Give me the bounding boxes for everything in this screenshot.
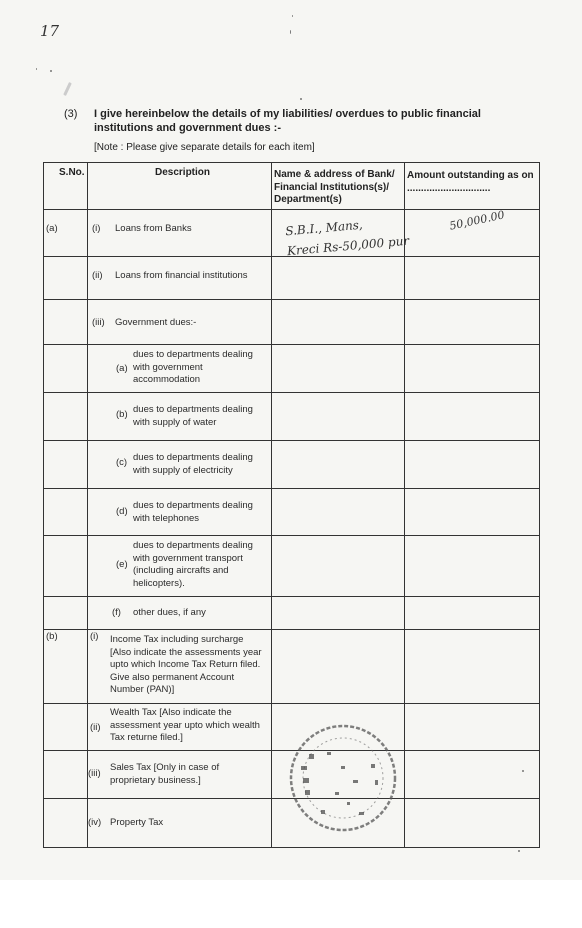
row-num: (iii) (88, 768, 101, 779)
row-num: (iii) (92, 317, 105, 328)
handwritten-amount: 50,000.00 (448, 208, 506, 233)
row-desc: Loans from Banks (115, 223, 192, 234)
table-rule (43, 162, 44, 848)
row-sno: (a) (46, 223, 58, 234)
seal-stamp (287, 722, 399, 834)
table-rule (87, 162, 88, 848)
row-desc: dues to departments dealing with government transport (including aircrafts and helicopters). (133, 540, 253, 589)
section-heading-text: I give hereinbelow the details of my liabilities/ overdues to public financial institutions and government dues :- (94, 108, 481, 134)
table-rule (43, 488, 540, 489)
header-amount: Amount outstanding as on .............................. (407, 170, 534, 194)
table-rule (404, 162, 405, 848)
row-sno: (b) (46, 631, 58, 642)
table-rule (43, 535, 540, 536)
table-rule (43, 162, 540, 163)
row-desc: Income Tax including surcharge [Also indicate the assessments year upto which Income Tax Return filed. Give also permanent Account Number (PAN)] (110, 634, 262, 695)
section-number: (3) (64, 108, 78, 120)
header-description: Description (155, 167, 211, 178)
table-rule (271, 162, 272, 848)
row-desc: Property Tax (110, 817, 164, 828)
row-desc: Government dues:- (115, 317, 197, 328)
row-num: (ii) (90, 722, 101, 733)
page-number: 17 (40, 22, 60, 40)
row-desc: dues to departments dealing with telephones (133, 500, 253, 524)
table-rule (43, 703, 540, 704)
row-sub: (e) (116, 559, 128, 570)
row-desc: Wealth Tax [Also indicate the assessment year upto which wealth Tax returne filed.] (110, 707, 260, 743)
table-rule (43, 344, 540, 345)
table-rule (43, 847, 540, 848)
row-desc: dues to departments dealing with supply of water (133, 404, 253, 428)
row-desc: dues to departments dealing with government accommodation (133, 349, 253, 385)
table-rule (43, 596, 540, 597)
row-desc: other dues, if any (133, 607, 206, 618)
table-rule (43, 629, 540, 630)
header-sno: S.No. (59, 167, 85, 178)
row-num: (iv) (88, 817, 102, 828)
table-rule (43, 392, 540, 393)
row-num: (i) (92, 223, 101, 234)
note-text: [Note : Please give separate details for each item] (94, 142, 315, 153)
table-rule (539, 162, 540, 848)
row-sub: (b) (116, 409, 128, 420)
handwritten-bank-text: S.B.I., Mans, Kreci Rs-50,000 pur (284, 217, 410, 259)
row-num: (ii) (92, 270, 103, 281)
table-rule (43, 299, 540, 300)
table-rule (43, 440, 540, 441)
header-bank: Name & address of Bank/ Financial Institutions(s)/ Department(s) (274, 169, 395, 205)
table-rule (43, 209, 540, 210)
row-sub: (a) (116, 363, 128, 374)
row-sub: (f) (112, 607, 121, 618)
row-desc: dues to departments dealing with supply of electricity (133, 452, 253, 476)
row-sub: (d) (116, 506, 128, 517)
row-desc: Sales Tax [Only in case of proprietary business.] (110, 762, 220, 786)
row-sub: (c) (116, 457, 128, 468)
row-desc: Loans from financial institutions (115, 270, 248, 281)
row-num: (i) (90, 631, 99, 642)
